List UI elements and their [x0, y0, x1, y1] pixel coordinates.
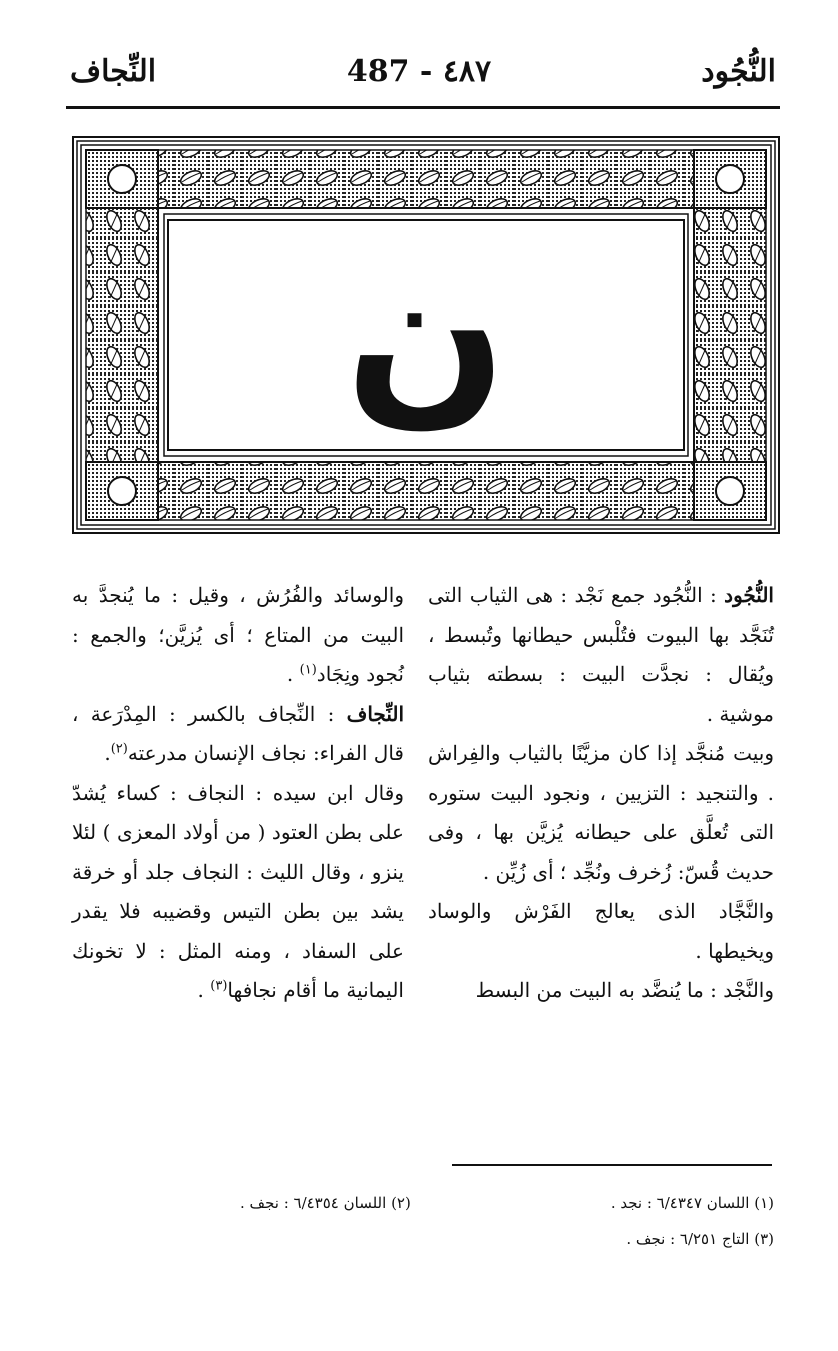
header-left-word: النِّجاف — [70, 54, 157, 89]
paragraph: والنَّجَّاد الذى يعالج الفَرْش والوساد ويخيطها . — [428, 899, 774, 963]
headword-nujud: النُّجُود — [724, 583, 774, 607]
paragraph — [72, 576, 404, 695]
right-column — [428, 576, 774, 1011]
entry-nijaf-text: : النِّجاف بالكسر : المِدْرَعة ، قال الفراء: نجاف الإنسان مدرعته — [72, 701, 404, 765]
headword-nijaf: النِّجاف — [346, 701, 405, 726]
footnote-ref: (١) — [299, 662, 317, 678]
footnote-1: (١) اللسان ٦/٤٣٤٧ : نجد . — [610, 1194, 774, 1212]
left-column — [72, 576, 404, 1011]
paragraph-end: . — [286, 662, 300, 686]
footnote-rule — [452, 1164, 772, 1166]
footnote-2: (٢) اللسان ٦/٤٣٥٤ : نجف . — [240, 1194, 411, 1212]
ornamental-frame — [72, 136, 780, 534]
paragraph-text: وقال ابن سيده : النجاف : كساء يُشدّ على بطن العتود ( من أولاد المعزى ) لئلا ينزو ، وقال الليث : النجاف جلد أو خرقة يشد بين بطن التيس وقضيبه فلا يقدر على السفاد ، ومنه المثل : لا تخونك اليمانية ما أقام نجافها — [72, 780, 404, 1002]
page-number: 487 - ٤٨٧ — [346, 54, 492, 89]
header-rule — [66, 106, 780, 109]
footnote-3: (٣) التاج ٦/٢٥١ : نجف . — [626, 1230, 774, 1248]
paragraph-end: . — [197, 978, 211, 1002]
entry-nujud-text: : النُّجُود جمع نَجْد : هى الثياب التى تُنَجَّد بها البيوت فتُلْبس حيطانها وتُبسط ، ويُقال : نجدَّت البيت : بسطته بثياب موشية . — [428, 583, 774, 726]
header-right-word: النُّجُود — [701, 54, 776, 89]
entry-nijaf — [72, 695, 404, 774]
section-letter: ن — [344, 224, 508, 445]
paragraph — [72, 774, 404, 1011]
paragraph: والنَّجْد : ما يُنضَّد به البيت من البسط — [475, 978, 774, 1002]
footnote-ref: (٣) — [210, 978, 228, 994]
paragraph-end: . — [104, 741, 111, 765]
paragraph-text: والوسائد والفُرُش ، وقيل : ما يُنجدَّ به البيت من المتاع ؛ أى يُزيَّن؛ والجمع : نُجود ونِجَاد — [72, 583, 404, 686]
entry-nujud — [428, 576, 774, 734]
paragraph: وبيت مُنجَّد إذا كان مزيَّنًا بالثياب والفِراش . والتنجيد : التزيين ، ونجود البيت ستوره التى تُعلَّق على حيطانه يُزيَّن بها ، وفى حديث قُسّ: زُخرف ونُجِّد ؛ أى زُيِّن . — [428, 741, 774, 884]
footnote-ref: (٢) — [110, 741, 128, 757]
